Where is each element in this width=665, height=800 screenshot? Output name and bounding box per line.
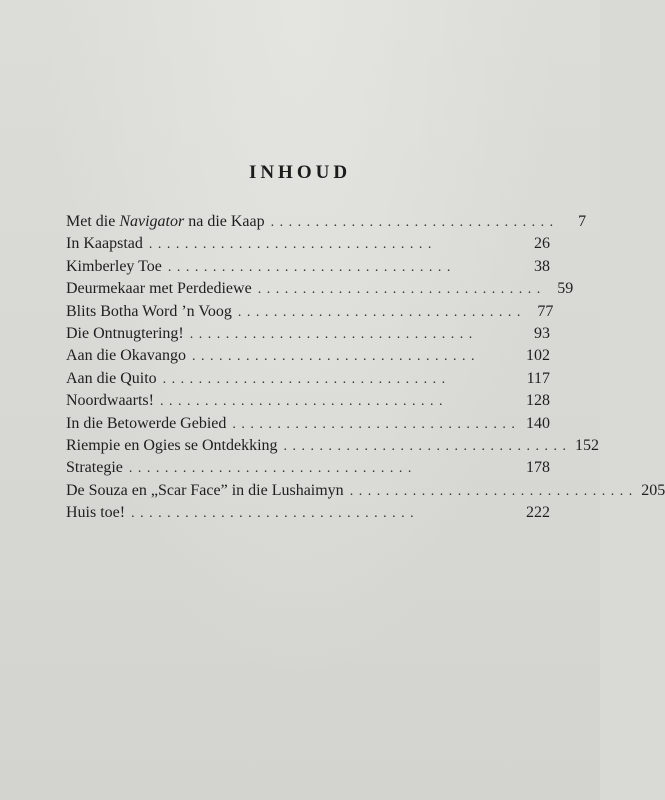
toc-page-number: 26 (534, 235, 550, 253)
toc-title-text: Blits Botha Word ’n Voog (66, 302, 232, 320)
toc-entry-title (66, 457, 123, 479)
toc-title-text: Met die (66, 213, 120, 230)
toc-dot-leader: . . . . . . . . . . . . . . . . . . . . . . . . . . . . . . . . (148, 237, 433, 253)
toc-page-number: 93 (534, 324, 550, 342)
toc-title-text: Kimberley Toe (66, 257, 162, 275)
toc-dot-leader: . . . . . . . . . . . . . . . . . . . . . . . . . . . . . . . . (191, 349, 476, 365)
toc-title-text: In Kaapstad (66, 235, 143, 253)
toc-entry (66, 435, 600, 457)
toc-entry (66, 368, 550, 390)
toc-entry (66, 278, 574, 300)
toc-entry (66, 323, 550, 345)
toc-entry (66, 390, 550, 412)
table-of-contents (66, 211, 665, 524)
toc-dot-leader: . . . . . . . . . . . . . . . . . . . . . . . . . . . . . . . . (237, 304, 522, 320)
toc-title-text: Deurmekaar met Perdediewe (66, 280, 252, 298)
contents-heading: INHOUD (248, 162, 352, 183)
toc-entry-title (66, 301, 232, 323)
toc-entry-title (66, 502, 125, 524)
toc-title-text: De Souza en „Scar Face” in die Lushaimyn (66, 481, 344, 499)
toc-title-text: Noordwaarts! (66, 392, 154, 410)
toc-entry (66, 256, 550, 278)
toc-page-number: 152 (575, 436, 600, 454)
toc-dot-leader: . . . . . . . . . . . . . . . . . . . . . . . . . . . . . . . . (167, 259, 452, 275)
toc-page-number: 128 (526, 392, 550, 410)
toc-page-number: 102 (526, 347, 550, 365)
toc-title-text: Huis toe! (66, 504, 126, 522)
toc-dot-leader: . . . . . . . . . . . . . . . . . . . . . . . . . . . . . . . . (162, 371, 447, 387)
toc-entry-title (66, 278, 252, 300)
toc-page-number: 140 (526, 414, 550, 432)
toc-dot-leader: . . . . . . . . . . . . . . . . . . . . . . . . . . . . . . . . (131, 506, 415, 522)
toc-entry-title (66, 413, 226, 435)
toc-dot-leader: . . . . . . . . . . . . . . . . . . . . . . . . . . . . . . . . (283, 438, 568, 454)
toc-entry-title (66, 323, 184, 345)
toc-title-text: Aan die Okavango (66, 347, 186, 365)
toc-entry-title (66, 256, 162, 278)
toc-entry-title (66, 435, 278, 457)
toc-entry-title (66, 345, 186, 367)
toc-entry-title (66, 211, 265, 233)
toc-entry-title (66, 233, 143, 255)
toc-entry (66, 413, 550, 435)
toc-entry (66, 480, 665, 502)
toc-title-text: Strategie (66, 459, 123, 477)
toc-page-number: 205 (641, 481, 665, 499)
toc-entry-title (66, 368, 157, 390)
toc-title-text: Riempie en Ogies se Ontdekking (66, 436, 278, 454)
toc-title-suffix: na die Kaap (184, 213, 265, 230)
toc-title-text: Aan die Quito (66, 369, 157, 387)
toc-page-number: 59 (557, 280, 574, 298)
toc-title-text: Die Ontnugtering! (66, 324, 184, 342)
toc-dot-leader: . . . . . . . . . . . . . . . . . . . . . . . . . . . . . . . . (189, 326, 474, 342)
toc-page-number: 222 (526, 504, 550, 522)
toc-page-number: 7 (578, 213, 587, 230)
toc-dot-leader: . . . . . . . . . . . . . . . . . . . . . . . . . . . . . . . . (232, 416, 516, 432)
toc-dot-leader: . . . . . . . . . . . . . . . . . . . . . . . . . . . . . . . . (257, 282, 542, 298)
toc-page-number: 38 (534, 257, 550, 275)
toc-dot-leader: . . . . . . . . . . . . . . . . . . . . . . . . . . . . . . . . (349, 483, 634, 499)
toc-entry (66, 457, 550, 479)
toc-page-number: 117 (526, 369, 550, 387)
toc-page-number: 77 (537, 302, 554, 320)
toc-entry (66, 345, 550, 367)
toc-entry (66, 301, 554, 323)
toc-title-text: In die Betowerde Gebied (66, 414, 227, 432)
toc-page-number: 178 (526, 459, 550, 477)
toc-dot-leader: . . . . . . . . . . . . . . . . . . . . . . . . . . . . . . . . (128, 461, 413, 477)
toc-entry-title (66, 480, 344, 502)
toc-entry (66, 233, 550, 255)
toc-dot-leader: . . . . . . . . . . . . . . . . . . . . . . . . . . . . . . . . (270, 215, 555, 230)
toc-dot-leader: . . . . . . . . . . . . . . . . . . . . . . . . . . . . . . . . (159, 394, 444, 410)
toc-entry (66, 502, 550, 524)
toc-entry (66, 211, 587, 233)
toc-title-italic: Navigator (119, 213, 185, 230)
toc-entry-title (66, 390, 154, 412)
